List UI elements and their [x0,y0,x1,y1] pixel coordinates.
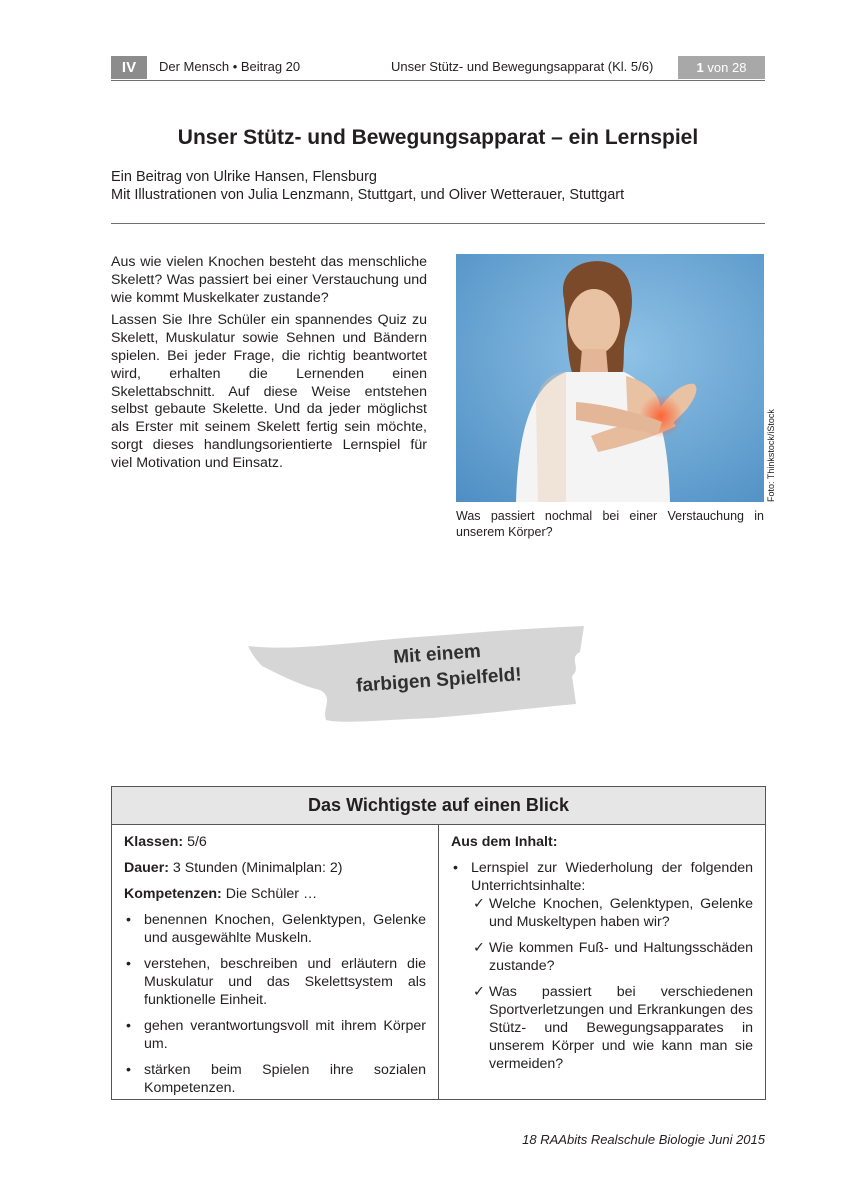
divider [111,223,765,224]
illustrator-line: Mit Illustrationen von Julia Lenzmann, Stuttgart, und Oliver Wetterauer, Stuttgart [111,187,625,203]
page-indicator [678,56,765,79]
list-item: ✓ Wie kommen Fuß- und Haltungsschäden zustande? [473,940,753,974]
kompetenzen-label: Kompetenzen: [124,886,222,902]
list-item: • verstehen, beschreiben und erläutern die Muskulatur und das Skelettsystem als funktionelle Einheit. [126,956,426,1008]
klassen-value: 5/6 [183,834,207,850]
checkmark-icon: ✓ [473,940,485,956]
klassen-row [124,833,426,851]
dauer-value: 3 Stunden (Minimalplan: 2) [168,860,343,876]
page-current: 1 [696,60,704,75]
klassen-label: Klassen: [124,834,184,850]
photo-credit: Foto: Thinkstock/iStock [766,409,776,502]
checkmark-icon: ✓ [473,896,485,912]
kompetenzen-value: Die Schüler … [221,886,318,902]
ribbon-line-1: Mit einem [392,641,482,669]
summary-box [111,786,766,1100]
dauer-row [124,859,426,877]
kompetenzen-row [124,885,426,903]
bullet-icon: • [126,912,131,928]
inhalt-list [451,859,753,1073]
list-item: • benennen Knochen, Gelenktypen, Gelenke und ausgewählte Muskeln. [126,912,426,946]
page-footer: 18 RAAbits Realschule Biologie Juni 2015 [522,1132,765,1147]
summary-right-column [451,833,753,1081]
column-divider [438,825,439,1099]
list-item: ✓ Was passiert bei verschiedenen Sportverletzungen und Erkrankungen des Stütz- und Bewegungsapparates in unserem Körper und wie kann man sie vermeiden? [473,984,753,1072]
authors-block [111,168,624,204]
list-item: • Lernspiel zur Wiederholung der folgenden Unterrichtsinhalte: ✓ Welche Knochen, Gelenktypen, Gelenke und Muskeltypen haben wir? ✓ Wie kommen Fuß- und Haltungsschäden zustande? ✓ Was passiert bei verschiedenen Sportverletzungen und Erkrankungen des Stütz- und Bewegungsapparates in unserem Körper und wie kann man sie vermeiden? [453,860,753,1072]
bullet-icon: • [126,956,131,972]
photo-woman-wrist [456,254,764,502]
page-sep: von [707,60,729,75]
intro-paragraph-1: Aus wie vielen Knochen besteht das menschliche Skelett? Was passiert bei einer Verstauchung und wie kommt Muskelkater zustande? [111,254,427,306]
summary-left-column [124,833,426,1105]
page-header [111,56,765,81]
dauer-label: Dauer: [124,860,169,876]
photo-caption: Was passiert nochmal bei einer Verstauchung in unserem Körper? [456,509,764,539]
list-item: • stärken beim Spielen ihre sozialen Kompetenzen. [126,1062,426,1096]
checkmark-icon: ✓ [473,984,485,1000]
topic-label: Unser Stütz- und Bewegungsapparat (Kl. 5/6) [391,59,654,74]
inhalt-label: Aus dem Inhalt: [451,834,558,850]
inhalt-sublist [471,895,753,1073]
kompetenzen-list [124,911,426,1097]
list-item: • gehen verantwortungsvoll mit ihrem Körper um. [126,1018,426,1052]
section-number: IV [111,56,147,79]
bullet-icon: • [126,1018,131,1034]
list-item: ✓ Welche Knochen, Gelenktypen, Gelenke und Muskeltypen haben wir? [473,896,753,930]
page-title: Unser Stütz- und Bewegungsapparat – ein Lernspiel [177,126,699,149]
bullet-icon: • [453,860,458,876]
author-line: Ein Beitrag von Ulrike Hansen, Flensburg [111,169,377,185]
series-label: Der Mensch • Beitrag 20 [159,59,301,74]
ribbon-line-2: farbigen Spielfeld! [355,664,523,697]
intro-text [111,254,427,478]
page-total: 28 [731,60,747,75]
intro-paragraph-2: Lassen Sie Ihre Schüler ein spannendes Quiz zu Skelett, Muskulatur sowie Sehnen und Bändern spielen. Bei jeder Frage, die richtig beantwortet wird, erhalten die Lernenden einen Skelettabschnitt. Auf diese Weise entstehen selbst gebaute Skelette. Und da jeder möglichst als Erster mit seinem Skelett fertig sein möchte, sorgt dieses handlungsorientierte Lernspiel für viel Motivation und Einsatz. [111,312,427,471]
bullet-icon: • [126,1062,131,1078]
summary-heading: Das Wichtigste auf einen Blick [112,787,765,825]
